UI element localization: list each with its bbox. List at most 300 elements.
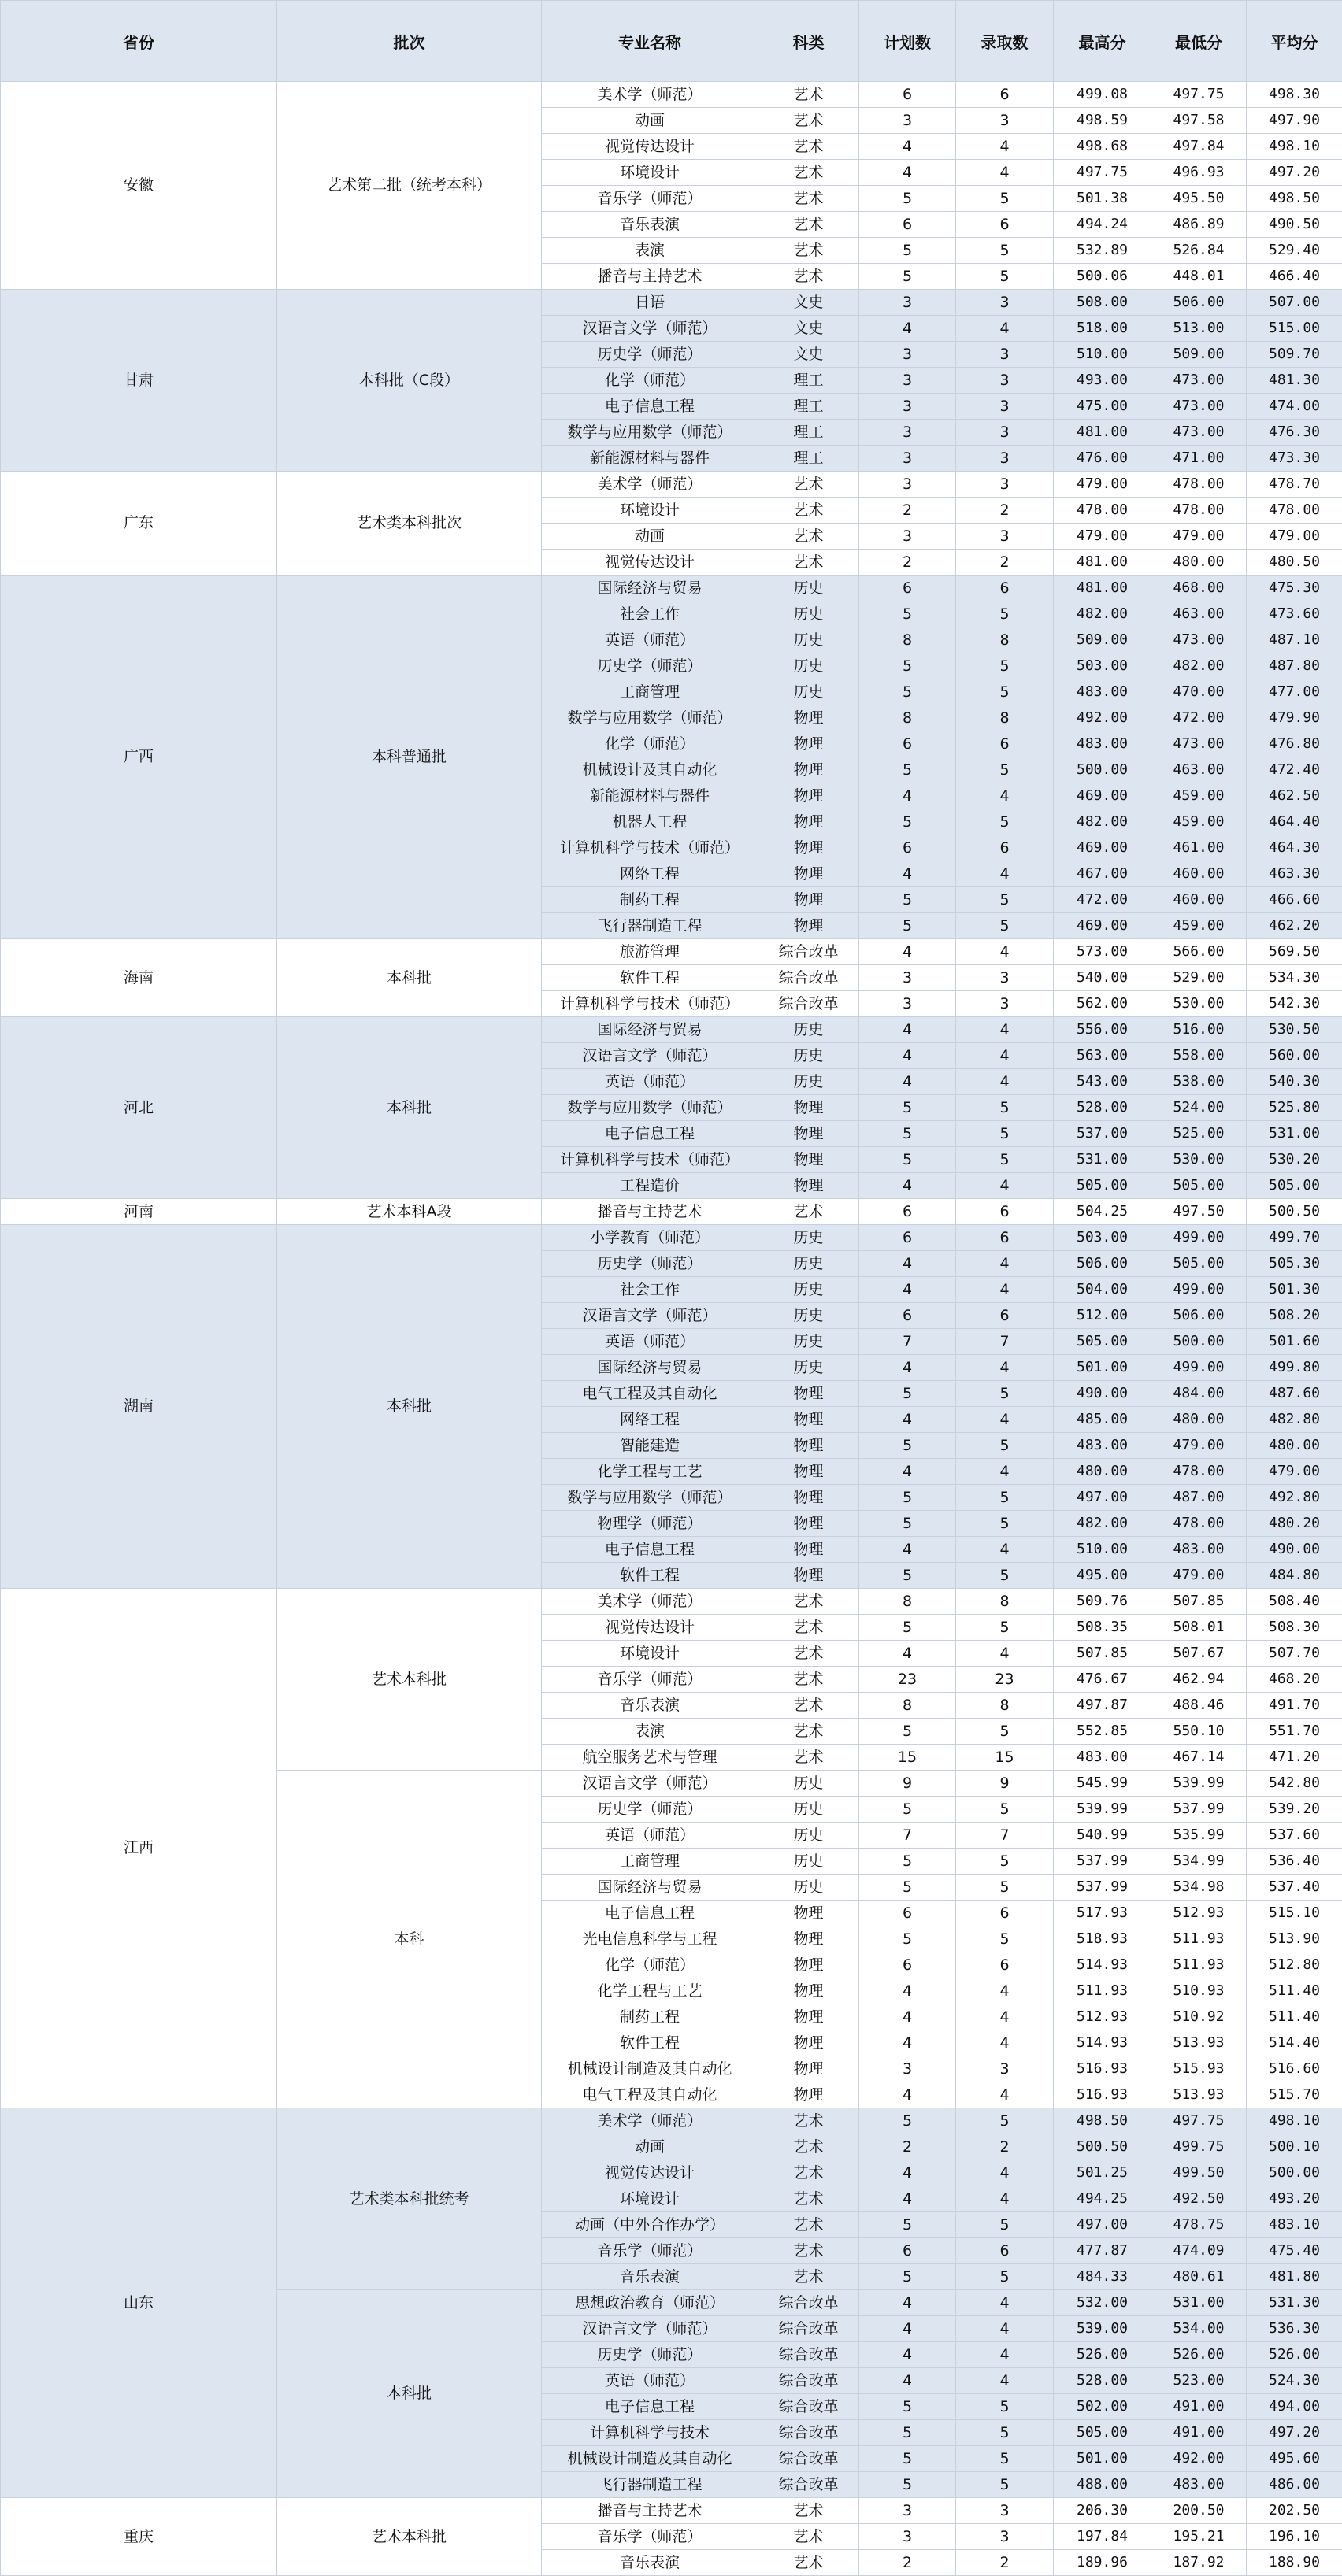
admit-count-cell: 5 (956, 1849, 1054, 1875)
max-score-cell: 475.00 (1054, 394, 1151, 420)
avg-score-cell: 530.20 (1247, 1147, 1342, 1173)
min-score-cell: 473.00 (1151, 731, 1247, 757)
avg-score-cell: 464.40 (1247, 809, 1342, 835)
province-cell: 海南 (1, 939, 277, 1017)
min-score-cell: 531.00 (1151, 2290, 1247, 2316)
min-score-cell: 478.00 (1151, 498, 1247, 524)
category-cell: 文史 (758, 342, 859, 368)
category-cell: 文史 (758, 316, 859, 342)
category-cell: 艺术 (758, 1719, 859, 1745)
major-name-cell: 视觉传达设计 (542, 2160, 758, 2186)
batch-cell: 本科 (277, 1771, 542, 2108)
admit-count-cell: 6 (956, 2238, 1054, 2264)
max-score-cell: 483.00 (1054, 1745, 1151, 1771)
plan-count-cell: 4 (859, 1459, 956, 1485)
avg-score-cell: 530.50 (1247, 1017, 1342, 1043)
plan-count-cell: 5 (859, 238, 956, 264)
min-score-cell: 497.75 (1151, 82, 1247, 108)
major-name-cell: 音乐学（师范） (542, 1667, 758, 1693)
admit-count-cell: 4 (956, 1978, 1054, 2004)
category-cell: 历史 (758, 1823, 859, 1849)
plan-count-cell: 2 (859, 2134, 956, 2160)
max-score-cell: 497.00 (1054, 1485, 1151, 1511)
major-name-cell: 国际经济与贸易 (542, 1875, 758, 1901)
admit-count-cell: 8 (956, 627, 1054, 653)
admit-count-cell: 5 (956, 601, 1054, 627)
admit-count-cell: 5 (956, 2472, 1054, 2498)
major-name-cell: 英语（师范） (542, 2368, 758, 2394)
plan-count-cell: 5 (859, 2394, 956, 2420)
plan-count-cell: 3 (859, 420, 956, 446)
min-score-cell: 488.46 (1151, 1693, 1247, 1719)
min-score-cell: 507.85 (1151, 1589, 1247, 1615)
plan-count-cell: 5 (859, 1849, 956, 1875)
admit-count-cell: 5 (956, 2420, 1054, 2446)
plan-count-cell: 4 (859, 861, 956, 887)
category-cell: 艺术 (758, 1641, 859, 1667)
category-cell: 历史 (758, 1875, 859, 1901)
avg-score-cell: 466.40 (1247, 264, 1342, 290)
avg-score-cell: 536.30 (1247, 2316, 1342, 2342)
min-score-cell: 479.00 (1151, 1433, 1247, 1459)
min-score-cell: 513.93 (1151, 2030, 1247, 2056)
major-name-cell: 化学工程与工艺 (542, 1459, 758, 1485)
max-score-cell: 528.00 (1054, 2368, 1151, 2394)
major-name-cell: 数学与应用数学（师范） (542, 705, 758, 731)
avg-score-cell: 498.50 (1247, 186, 1342, 212)
plan-count-cell: 3 (859, 108, 956, 134)
min-score-cell: 534.98 (1151, 1875, 1247, 1901)
min-score-cell: 497.58 (1151, 108, 1247, 134)
category-cell: 理工 (758, 394, 859, 420)
admit-count-cell: 5 (956, 2446, 1054, 2472)
min-score-cell: 512.93 (1151, 1901, 1247, 1926)
category-cell: 艺术 (758, 2186, 859, 2212)
admit-count-cell: 3 (956, 290, 1054, 316)
min-score-cell: 497.50 (1151, 1199, 1247, 1225)
min-score-cell: 499.00 (1151, 1277, 1247, 1303)
avg-score-cell: 500.10 (1247, 2134, 1342, 2160)
major-name-cell: 英语（师范） (542, 627, 758, 653)
major-name-cell: 工程造价 (542, 1173, 758, 1199)
max-score-cell: 495.00 (1054, 1563, 1151, 1589)
min-score-cell: 460.00 (1151, 861, 1247, 887)
category-cell: 历史 (758, 1069, 859, 1095)
max-score-cell: 500.50 (1054, 2134, 1151, 2160)
table-row (1, 1589, 1342, 1615)
max-score-cell: 490.00 (1054, 1381, 1151, 1407)
min-score-cell: 467.14 (1151, 1745, 1247, 1771)
max-score-cell: 508.00 (1054, 290, 1151, 316)
major-name-cell: 音乐学（师范） (542, 2524, 758, 2550)
category-cell: 物理 (758, 809, 859, 835)
min-score-cell: 538.00 (1151, 1069, 1247, 1095)
admit-count-cell: 5 (956, 1719, 1054, 1745)
admit-count-cell: 4 (956, 1043, 1054, 1069)
batch-cell: 艺术第二批（统考本科） (277, 82, 542, 290)
avg-score-cell: 480.20 (1247, 1511, 1342, 1537)
min-score-cell: 496.93 (1151, 160, 1247, 186)
max-score-cell: 563.00 (1054, 1043, 1151, 1069)
min-score-cell: 461.00 (1151, 835, 1247, 861)
major-name-cell: 化学工程与工艺 (542, 1978, 758, 2004)
avg-score-cell: 482.80 (1247, 1407, 1342, 1433)
plan-count-cell: 4 (859, 939, 956, 965)
admit-count-cell: 15 (956, 1745, 1054, 1771)
major-name-cell: 旅游管理 (542, 939, 758, 965)
avg-score-cell: 476.80 (1247, 731, 1342, 757)
category-cell: 艺术 (758, 2134, 859, 2160)
max-score-cell: 498.68 (1054, 134, 1151, 160)
avg-score-cell: 516.60 (1247, 2056, 1342, 2082)
avg-score-cell: 508.20 (1247, 1303, 1342, 1329)
admit-count-cell: 4 (956, 1277, 1054, 1303)
admit-count-cell: 5 (956, 1563, 1054, 1589)
header-admit-count: 录取数 (956, 1, 1054, 82)
plan-count-cell: 5 (859, 2212, 956, 2238)
min-score-cell: 483.00 (1151, 1537, 1247, 1563)
min-score-cell: 482.00 (1151, 653, 1247, 679)
category-cell: 历史 (758, 1251, 859, 1277)
category-cell: 物理 (758, 1901, 859, 1926)
admit-count-cell: 4 (956, 1459, 1054, 1485)
major-name-cell: 美术学（师范） (542, 472, 758, 498)
category-cell: 历史 (758, 1017, 859, 1043)
admit-count-cell: 5 (956, 1121, 1054, 1147)
max-score-cell: 556.00 (1054, 1017, 1151, 1043)
batch-cell: 艺术类本科批统考 (277, 2108, 542, 2290)
plan-count-cell: 6 (859, 1225, 956, 1251)
category-cell: 物理 (758, 1563, 859, 1589)
admit-count-cell: 6 (956, 1901, 1054, 1926)
max-score-cell: 514.93 (1054, 2030, 1151, 2056)
min-score-cell: 499.75 (1151, 2134, 1247, 2160)
major-name-cell: 环境设计 (542, 498, 758, 524)
max-score-cell: 483.00 (1054, 1433, 1151, 1459)
category-cell: 物理 (758, 1095, 859, 1121)
major-name-cell: 思想政治教育（师范） (542, 2290, 758, 2316)
min-score-cell: 529.00 (1151, 965, 1247, 991)
admit-count-cell: 4 (956, 2030, 1054, 2056)
min-score-cell: 473.00 (1151, 368, 1247, 394)
plan-count-cell: 4 (859, 783, 956, 809)
avg-score-cell: 463.30 (1247, 861, 1342, 887)
category-cell: 艺术 (758, 1693, 859, 1719)
category-cell: 物理 (758, 887, 859, 913)
admit-count-cell: 3 (956, 965, 1054, 991)
avg-score-cell: 487.10 (1247, 627, 1342, 653)
category-cell: 物理 (758, 1433, 859, 1459)
plan-count-cell: 5 (859, 186, 956, 212)
min-score-cell: 505.00 (1151, 1173, 1247, 1199)
plan-count-cell: 5 (859, 1875, 956, 1901)
max-score-cell: 498.50 (1054, 2108, 1151, 2134)
category-cell: 物理 (758, 1978, 859, 2004)
min-score-cell: 472.00 (1151, 705, 1247, 731)
min-score-cell: 534.99 (1151, 1849, 1247, 1875)
max-score-cell: 506.00 (1054, 1251, 1151, 1277)
avg-score-cell: 507.70 (1247, 1641, 1342, 1667)
major-name-cell: 动画 (542, 2134, 758, 2160)
max-score-cell: 518.93 (1054, 1926, 1151, 1952)
category-cell: 物理 (758, 1485, 859, 1511)
min-score-cell: 187.92 (1151, 2550, 1247, 2576)
header-province: 省份 (1, 1, 277, 82)
major-name-cell: 英语（师范） (542, 1823, 758, 1849)
major-name-cell: 计算机科学与技术（师范） (542, 991, 758, 1017)
avg-score-cell: 499.80 (1247, 1355, 1342, 1381)
avg-score-cell: 472.40 (1247, 757, 1342, 783)
category-cell: 艺术 (758, 1199, 859, 1225)
major-name-cell: 新能源材料与器件 (542, 783, 758, 809)
batch-cell: 艺术本科A段 (277, 1199, 542, 1225)
plan-count-cell: 6 (859, 731, 956, 757)
avg-score-cell: 499.70 (1247, 1225, 1342, 1251)
admit-count-cell: 7 (956, 1823, 1054, 1849)
category-cell: 物理 (758, 1459, 859, 1485)
admit-count-cell: 4 (956, 2316, 1054, 2342)
min-score-cell: 511.93 (1151, 1952, 1247, 1978)
category-cell: 历史 (758, 1355, 859, 1381)
major-name-cell: 音乐表演 (542, 212, 758, 238)
min-score-cell: 491.00 (1151, 2420, 1247, 2446)
max-score-cell: 505.00 (1054, 2420, 1151, 2446)
admit-count-cell: 5 (956, 2264, 1054, 2290)
category-cell: 艺术 (758, 2524, 859, 2550)
plan-count-cell: 4 (859, 2290, 956, 2316)
admit-count-cell: 5 (956, 1615, 1054, 1641)
min-score-cell: 510.92 (1151, 2004, 1247, 2030)
admit-count-cell: 5 (956, 2394, 1054, 2420)
category-cell: 艺术 (758, 2498, 859, 2524)
admit-count-cell: 4 (956, 1407, 1054, 1433)
avg-score-cell: 487.80 (1247, 653, 1342, 679)
admit-count-cell: 4 (956, 2368, 1054, 2394)
max-score-cell: 492.00 (1054, 705, 1151, 731)
min-score-cell: 507.67 (1151, 1641, 1247, 1667)
plan-count-cell: 4 (859, 1641, 956, 1667)
plan-count-cell: 2 (859, 550, 956, 576)
province-cell: 广东 (1, 472, 277, 576)
category-cell: 综合改革 (758, 939, 859, 965)
category-cell: 理工 (758, 446, 859, 472)
max-score-cell: 497.00 (1054, 2212, 1151, 2238)
category-cell: 艺术 (758, 1667, 859, 1693)
min-score-cell: 526.84 (1151, 238, 1247, 264)
max-score-cell: 504.00 (1054, 1277, 1151, 1303)
avg-score-cell: 551.70 (1247, 1719, 1342, 1745)
max-score-cell: 483.00 (1054, 679, 1151, 705)
plan-count-cell: 2 (859, 2550, 956, 2576)
category-cell: 综合改革 (758, 2420, 859, 2446)
category-cell: 艺术 (758, 2160, 859, 2186)
min-score-cell: 478.00 (1151, 472, 1247, 498)
min-score-cell: 499.50 (1151, 2160, 1247, 2186)
max-score-cell: 503.00 (1054, 1225, 1151, 1251)
plan-count-cell: 6 (859, 835, 956, 861)
admit-count-cell: 8 (956, 705, 1054, 731)
avg-score-cell: 202.50 (1247, 2498, 1342, 2524)
province-cell: 安徽 (1, 82, 277, 290)
avg-score-cell: 478.00 (1247, 498, 1342, 524)
major-name-cell: 国际经济与贸易 (542, 576, 758, 601)
plan-count-cell: 23 (859, 1667, 956, 1693)
major-name-cell: 机器人工程 (542, 809, 758, 835)
category-cell: 历史 (758, 1849, 859, 1875)
plan-count-cell: 4 (859, 2368, 956, 2394)
plan-count-cell: 5 (859, 2420, 956, 2446)
major-name-cell: 播音与主持艺术 (542, 2498, 758, 2524)
admit-count-cell: 4 (956, 1069, 1054, 1095)
min-score-cell: 499.00 (1151, 1355, 1247, 1381)
max-score-cell: 514.93 (1054, 1952, 1151, 1978)
avg-score-cell: 501.30 (1247, 1277, 1342, 1303)
admit-count-cell: 4 (956, 1017, 1054, 1043)
plan-count-cell: 8 (859, 627, 956, 653)
avg-score-cell: 494.00 (1247, 2394, 1342, 2420)
admit-count-cell: 6 (956, 212, 1054, 238)
major-name-cell: 日语 (542, 290, 758, 316)
header-row (1, 1, 1342, 82)
table-row (1, 2108, 1342, 2134)
table-row (1, 576, 1342, 601)
avg-score-cell: 542.30 (1247, 991, 1342, 1017)
min-score-cell: 463.00 (1151, 757, 1247, 783)
avg-score-cell: 490.50 (1247, 212, 1342, 238)
avg-score-cell: 481.80 (1247, 2264, 1342, 2290)
avg-score-cell: 464.30 (1247, 835, 1342, 861)
batch-cell: 艺术本科批 (277, 2498, 542, 2576)
category-cell: 综合改革 (758, 2316, 859, 2342)
plan-count-cell: 5 (859, 264, 956, 290)
min-score-cell: 491.00 (1151, 2394, 1247, 2420)
max-score-cell: 497.75 (1054, 160, 1151, 186)
avg-score-cell: 471.20 (1247, 1745, 1342, 1771)
category-cell: 物理 (758, 1407, 859, 1433)
category-cell: 历史 (758, 1797, 859, 1823)
plan-count-cell: 5 (859, 913, 956, 939)
avg-score-cell: 511.40 (1247, 1978, 1342, 2004)
plan-count-cell: 5 (859, 601, 956, 627)
min-score-cell: 513.00 (1151, 316, 1247, 342)
category-cell: 物理 (758, 2030, 859, 2056)
max-score-cell: 483.00 (1054, 731, 1151, 757)
major-name-cell: 国际经济与贸易 (542, 1355, 758, 1381)
category-cell: 艺术 (758, 2238, 859, 2264)
admit-count-cell: 6 (956, 1952, 1054, 1978)
admit-count-cell: 3 (956, 342, 1054, 368)
major-name-cell: 电子信息工程 (542, 1901, 758, 1926)
plan-count-cell: 5 (859, 2108, 956, 2134)
avg-score-cell: 497.20 (1247, 160, 1342, 186)
avg-score-cell: 475.40 (1247, 2238, 1342, 2264)
plan-count-cell: 7 (859, 1329, 956, 1355)
avg-score-cell: 569.50 (1247, 939, 1342, 965)
batch-cell: 本科批 (277, 939, 542, 1017)
major-name-cell: 视觉传达设计 (542, 550, 758, 576)
plan-count-cell: 5 (859, 1433, 956, 1459)
avg-score-cell: 462.20 (1247, 913, 1342, 939)
category-cell: 物理 (758, 1537, 859, 1563)
max-score-cell: 510.00 (1054, 1537, 1151, 1563)
admit-count-cell: 3 (956, 108, 1054, 134)
category-cell: 艺术 (758, 498, 859, 524)
max-score-cell: 516.93 (1054, 2082, 1151, 2108)
batch-cell: 本科批 (277, 1225, 542, 1589)
max-score-cell: 476.67 (1054, 1667, 1151, 1693)
max-score-cell: 539.99 (1054, 1797, 1151, 1823)
table-row (1, 1017, 1342, 1043)
batch-cell: 本科批（C段） (277, 290, 542, 472)
major-name-cell: 化学（师范） (542, 1952, 758, 1978)
min-score-cell: 497.84 (1151, 134, 1247, 160)
plan-count-cell: 3 (859, 342, 956, 368)
admit-count-cell: 5 (956, 264, 1054, 290)
avg-score-cell: 537.60 (1247, 1823, 1342, 1849)
min-score-cell: 506.00 (1151, 1303, 1247, 1329)
admit-count-cell: 5 (956, 1433, 1054, 1459)
plan-count-cell: 6 (859, 2238, 956, 2264)
major-name-cell: 表演 (542, 1719, 758, 1745)
max-score-cell: 485.00 (1054, 1407, 1151, 1433)
plan-count-cell: 7 (859, 1823, 956, 1849)
plan-count-cell: 5 (859, 653, 956, 679)
admit-count-cell: 2 (956, 2134, 1054, 2160)
avg-score-cell: 483.10 (1247, 2212, 1342, 2238)
max-score-cell: 509.00 (1054, 627, 1151, 653)
plan-count-cell: 4 (859, 2342, 956, 2368)
header-max-score: 最高分 (1054, 1, 1151, 82)
plan-count-cell: 4 (859, 1069, 956, 1095)
max-score-cell: 501.00 (1054, 2446, 1151, 2472)
admit-count-cell: 5 (956, 2108, 1054, 2134)
plan-count-cell: 3 (859, 368, 956, 394)
major-name-cell: 飞行器制造工程 (542, 2472, 758, 2498)
avg-score-cell: 500.50 (1247, 1199, 1342, 1225)
min-score-cell: 535.99 (1151, 1823, 1247, 1849)
admit-count-cell: 4 (956, 1251, 1054, 1277)
plan-count-cell: 4 (859, 1978, 956, 2004)
avg-score-cell: 490.00 (1247, 1537, 1342, 1563)
min-score-cell: 500.00 (1151, 1329, 1247, 1355)
min-score-cell: 484.00 (1151, 1381, 1247, 1407)
max-score-cell: 511.93 (1054, 1978, 1151, 2004)
header-min-score: 最低分 (1151, 1, 1247, 82)
min-score-cell: 480.00 (1151, 550, 1247, 576)
max-score-cell: 482.00 (1054, 1511, 1151, 1537)
max-score-cell: 537.00 (1054, 1121, 1151, 1147)
avg-score-cell: 479.90 (1247, 705, 1342, 731)
max-score-cell: 531.00 (1054, 1147, 1151, 1173)
max-score-cell: 484.33 (1054, 2264, 1151, 2290)
avg-score-cell: 474.00 (1247, 394, 1342, 420)
header-category: 科类 (758, 1, 859, 82)
max-score-cell: 512.93 (1054, 2004, 1151, 2030)
max-score-cell: 480.00 (1054, 1459, 1151, 1485)
avg-score-cell: 486.00 (1247, 2472, 1342, 2498)
province-cell: 山东 (1, 2108, 277, 2498)
avg-score-cell: 524.30 (1247, 2368, 1342, 2394)
major-name-cell: 软件工程 (542, 965, 758, 991)
major-name-cell: 音乐表演 (542, 2264, 758, 2290)
plan-count-cell: 6 (859, 212, 956, 238)
major-name-cell: 机械设计制造及其自动化 (542, 2056, 758, 2082)
min-score-cell: 516.00 (1151, 1017, 1247, 1043)
province-cell: 江西 (1, 1589, 277, 2108)
min-score-cell: 470.00 (1151, 679, 1247, 705)
plan-count-cell: 5 (859, 679, 956, 705)
min-score-cell: 459.00 (1151, 783, 1247, 809)
